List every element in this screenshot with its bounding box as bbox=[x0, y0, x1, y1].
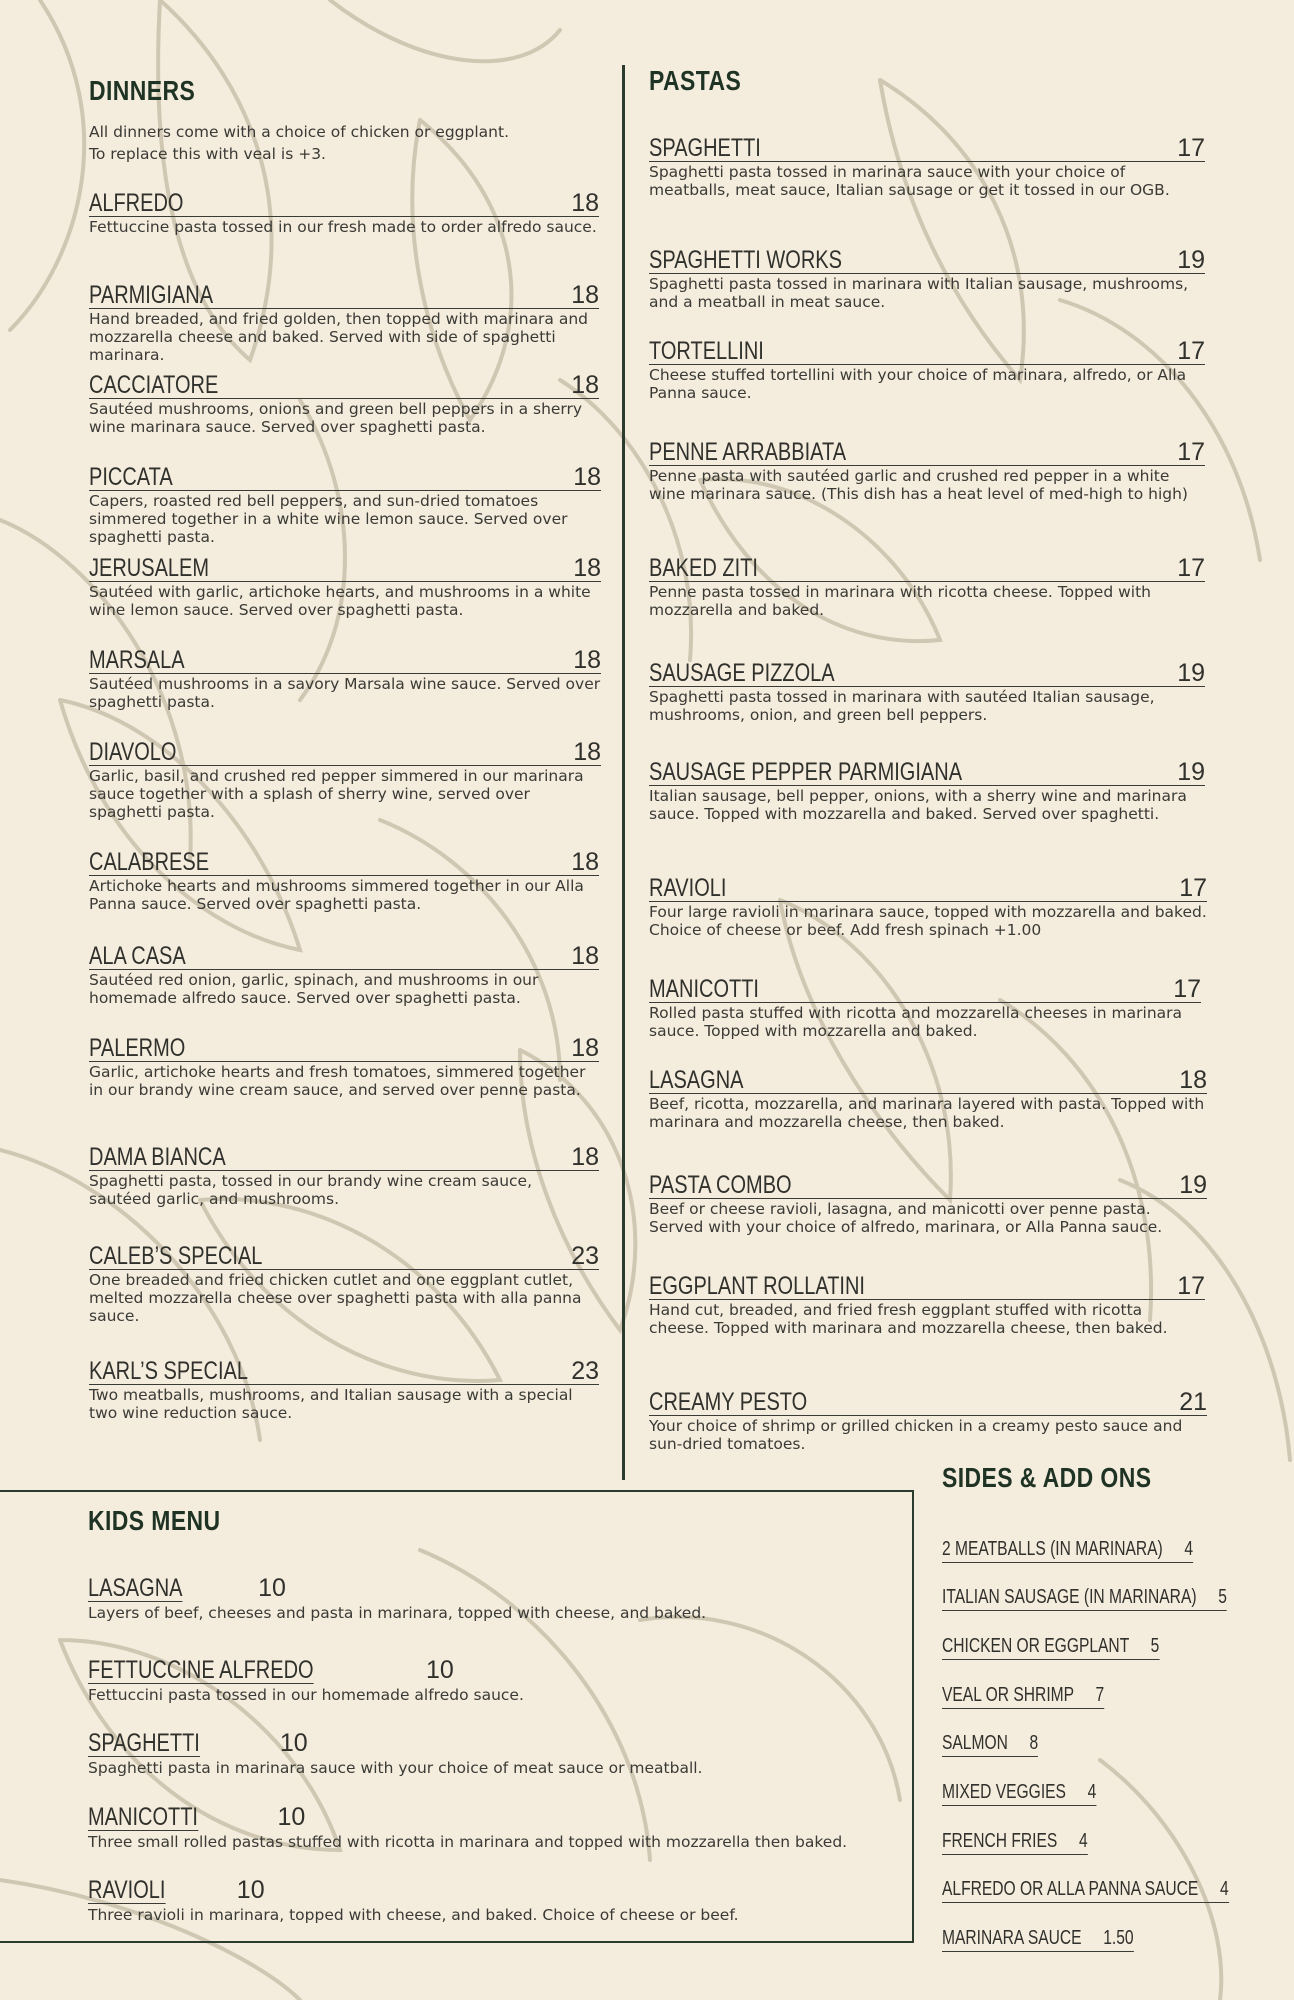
sides-title: SIDES & ADD ONS bbox=[942, 1462, 1152, 1493]
menu-item-price: 17 bbox=[1177, 134, 1205, 162]
menu-item-price: 18 bbox=[573, 463, 601, 491]
side-item-label: MARINARA SAUCE 1.50 bbox=[942, 1927, 1134, 1952]
kids-item-name: RAVIOLI bbox=[88, 1876, 166, 1904]
menu-item-name: PASTA COMBO bbox=[649, 1171, 792, 1199]
menu-item-name: SAUSAGE PEPPER PARMIGIANA bbox=[649, 758, 963, 786]
kids-item-description: Three small rolled pastas stuffed with ricotta in marinara and topped with mozzarella then baked. bbox=[88, 1833, 848, 1851]
menu-item-price: 18 bbox=[573, 738, 601, 766]
menu-item-price: 18 bbox=[1179, 1066, 1207, 1094]
side-item-label: VEAL OR SHRIMP 7 bbox=[942, 1684, 1104, 1709]
menu-item-name: DAMA BIANCA bbox=[89, 1143, 226, 1171]
menu-item bbox=[649, 439, 1205, 503]
menu-item-price: 17 bbox=[1177, 554, 1205, 582]
menu-item-description: Penne pasta tossed in marinara with ricotta cheese. Topped with mozzarella and baked. bbox=[649, 583, 1151, 619]
menu-item-header bbox=[89, 190, 599, 217]
menu-item-description: Garlic, artichoke hearts and fresh tomatoes, simmered together in our brandy wine cream sauce, and served over penne pasta. bbox=[89, 1063, 586, 1099]
menu-item bbox=[649, 1389, 1207, 1453]
kids-menu-item bbox=[88, 1877, 739, 1924]
menu-item-name: ALA CASA bbox=[89, 942, 186, 970]
menu-item bbox=[89, 849, 599, 913]
menu-item-name: BAKED ZITI bbox=[649, 554, 758, 582]
menu-item-name: PICCATA bbox=[89, 463, 173, 491]
menu-item-name: CACCIATORE bbox=[89, 371, 219, 399]
menu-item bbox=[89, 943, 599, 1007]
menu-item-name: CALABRESE bbox=[89, 848, 210, 876]
dinners-intro-line-2: To replace this with veal is +3. bbox=[89, 145, 326, 163]
menu-item-price: 19 bbox=[1177, 659, 1205, 687]
side-item bbox=[942, 1538, 1264, 1563]
side-item bbox=[942, 1927, 1188, 1952]
menu-item bbox=[89, 555, 601, 619]
side-item bbox=[942, 1635, 1221, 1660]
menu-item-header bbox=[649, 1389, 1207, 1416]
menu-item-price: 18 bbox=[571, 1143, 599, 1171]
side-item bbox=[942, 1878, 1294, 1903]
pastas-title: PASTAS bbox=[649, 65, 742, 96]
menu-item-name: CREAMY PESTO bbox=[649, 1388, 808, 1416]
side-item-label: ITALIAN SAUSAGE (IN MARINARA) 5 bbox=[942, 1586, 1227, 1611]
menu-item-description: Spaghetti pasta tossed in marinara with Italian sausage, mushrooms, and a meatball in meat sauce. bbox=[649, 275, 1189, 311]
menu-item-price: 18 bbox=[571, 371, 599, 399]
menu-item-name: PENNE ARRABBIATA bbox=[649, 438, 847, 466]
menu-item-header bbox=[89, 1144, 599, 1171]
kids-item-name: SPAGHETTI bbox=[88, 1729, 200, 1757]
kids-item-description: Three ravioli in marinara, topped with cheese, and baked. Choice of cheese or beef. bbox=[88, 1906, 739, 1924]
menu-item bbox=[89, 190, 599, 236]
kids-item-price: 10 bbox=[425, 1656, 454, 1684]
kids-item-header bbox=[88, 1575, 706, 1602]
side-item-label: MIXED VEGGIES 4 bbox=[942, 1781, 1096, 1806]
menu-item-price: 23 bbox=[571, 1357, 599, 1385]
menu-item-name: CALEB’S SPECIAL bbox=[89, 1242, 263, 1270]
menu-item-description: Cheese stuffed tortellini with your choice of marinara, alfredo, or Alla Panna sauce. bbox=[649, 366, 1187, 402]
menu-item-name: PARMIGIANA bbox=[89, 281, 214, 309]
menu-item-header bbox=[89, 943, 599, 970]
menu-item-price: 17 bbox=[1179, 874, 1207, 902]
menu-item-header bbox=[649, 1273, 1205, 1300]
kids-item-price: 10 bbox=[277, 1803, 306, 1831]
menu-item bbox=[649, 135, 1205, 199]
menu-item-price: 18 bbox=[571, 281, 599, 309]
menu-item-name: JERUSALEM bbox=[89, 554, 210, 582]
dinners-intro-line-1: All dinners come with a choice of chicken or eggplant. bbox=[89, 123, 509, 141]
menu-item-name: TORTELLINI bbox=[649, 337, 764, 365]
menu-item bbox=[89, 739, 601, 821]
menu-item-price: 19 bbox=[1177, 246, 1205, 274]
menu-item-price: 18 bbox=[571, 1034, 599, 1062]
menu-item-description: Two meatballs, mushrooms, and Italian sausage with a special two wine reduction sauce. bbox=[89, 1386, 573, 1422]
menu-item-price: 18 bbox=[571, 189, 599, 217]
menu-item-price: 21 bbox=[1179, 1388, 1207, 1416]
menu-item-header bbox=[89, 849, 599, 876]
menu-item-header bbox=[649, 976, 1201, 1003]
column-divider bbox=[622, 65, 625, 1480]
menu-item bbox=[649, 976, 1201, 1040]
menu-item bbox=[649, 1273, 1205, 1337]
menu-item-description: Italian sausage, bell pepper, onions, with a sherry wine and marinara sauce. Topped with mozzarella and baked. Served over spaghetti. bbox=[649, 787, 1187, 823]
menu-item-header bbox=[649, 247, 1205, 274]
menu-item-description: One breaded and fried chicken cutlet and one eggplant cutlet, melted mozzarella cheese over spaghetti pasta with alla panna sauce. bbox=[89, 1271, 582, 1325]
kids-item-description: Fettuccini pasta tossed in our homemade alfredo sauce. bbox=[88, 1686, 524, 1704]
menu-item-header bbox=[89, 282, 599, 309]
menu-item-header bbox=[649, 338, 1205, 365]
kids-item-header bbox=[88, 1877, 739, 1904]
dinners-intro bbox=[89, 121, 599, 165]
menu-item-header bbox=[649, 135, 1205, 162]
sides-section bbox=[942, 1462, 1292, 1949]
menu-item-price: 18 bbox=[571, 942, 599, 970]
menu-item-price: 18 bbox=[571, 848, 599, 876]
menu-item-name: MARSALA bbox=[89, 646, 185, 674]
menu-item-header bbox=[649, 1172, 1207, 1199]
pastas-section bbox=[649, 65, 1207, 1453]
kids-item-price: 10 bbox=[236, 1876, 265, 1904]
menu-item-price: 17 bbox=[1177, 337, 1205, 365]
menu-item-description: Your choice of shrimp or grilled chicken in a creamy pesto sauce and sun-dried tomatoes. bbox=[649, 1417, 1183, 1453]
menu-item bbox=[89, 647, 601, 711]
menu-item-price: 18 bbox=[573, 554, 601, 582]
menu-item-description: Hand cut, breaded, and fried fresh eggplant stuffed with ricotta cheese. Topped with marinara and mozzarella cheese, then baked. bbox=[649, 1301, 1168, 1337]
kids-menu-item bbox=[88, 1657, 524, 1704]
dinners-title: DINNERS bbox=[89, 75, 196, 106]
menu-item-name: RAVIOLI bbox=[649, 874, 727, 902]
menu-item-description: Beef, ricotta, mozzarella, and marinara layered with pasta. Topped with marinara and mozzarella cheese, then baked. bbox=[649, 1095, 1205, 1131]
menu-item-price: 18 bbox=[573, 646, 601, 674]
side-item bbox=[942, 1830, 1129, 1855]
menu-item-description: Sautéed red onion, garlic, spinach, and mushrooms in our homemade alfredo sauce. Served over spaghetti pasta. bbox=[89, 971, 539, 1007]
menu-item bbox=[649, 875, 1207, 939]
menu-item-description: Beef or cheese ravioli, lasagna, and manicotti over penne pasta. Served with your choice of alfredo, marinara, or Alla Panna sauce. bbox=[649, 1200, 1163, 1236]
menu-item bbox=[649, 1067, 1207, 1131]
menu-item bbox=[649, 555, 1205, 619]
menu-item-header bbox=[89, 1243, 599, 1270]
menu-item-header bbox=[649, 439, 1205, 466]
menu-item bbox=[649, 247, 1205, 311]
menu-item-header bbox=[89, 739, 601, 766]
kids-item-header bbox=[88, 1657, 524, 1684]
menu-item-header bbox=[89, 464, 601, 491]
side-item-label: FRENCH FRIES 4 bbox=[942, 1830, 1088, 1855]
menu-item bbox=[89, 372, 599, 436]
menu-item-header bbox=[89, 1035, 599, 1062]
menu-item-description: Spaghetti pasta tossed in marinara sauce with your choice of meatballs, meat sauce, Italian sausage or get it tossed in our OGB. bbox=[649, 163, 1170, 199]
menu-item-price: 17 bbox=[1173, 975, 1201, 1003]
kids-item-header bbox=[88, 1804, 847, 1831]
menu-item bbox=[89, 1144, 599, 1208]
menu-item-name: LASAGNA bbox=[649, 1066, 744, 1094]
menu-item bbox=[89, 1243, 599, 1325]
menu-item-name: DIAVOLO bbox=[89, 738, 177, 766]
kids-menu-item bbox=[88, 1575, 706, 1622]
menu-item-description: Hand breaded, and fried golden, then topped with marinara and mozzarella cheese and baked. Served with side of spaghetti marinara. bbox=[89, 310, 589, 364]
menu-item-name: MANICOTTI bbox=[649, 975, 759, 1003]
kids-menu-title: KIDS MENU bbox=[88, 1505, 221, 1536]
menu-item-header bbox=[649, 759, 1205, 786]
menu-item-price: 19 bbox=[1179, 1171, 1207, 1199]
menu-item-description: Sautéed mushrooms, onions and green bell peppers in a sherry wine marinara sauce. Served over spaghetti pasta. bbox=[89, 400, 583, 436]
menu-item-description: Penne pasta with sautéed garlic and crushed red pepper in a white wine marinara sauce. (This dish has a heat level of med-high to high) bbox=[649, 467, 1188, 503]
menu-item-description: Sautéed with garlic, artichoke hearts, and mushrooms in a white wine lemon sauce. Served over spaghetti pasta. bbox=[89, 583, 591, 619]
menu-item-description: Artichoke hearts and mushrooms simmered together in our Alla Panna sauce. Served over spaghetti pasta. bbox=[89, 877, 584, 913]
kids-item-name: MANICOTTI bbox=[88, 1803, 198, 1831]
menu-item-name: KARL’S SPECIAL bbox=[89, 1357, 248, 1385]
menu-item-description: Spaghetti pasta tossed in marinara with sautéed Italian sausage, mushrooms, onion, and green bell peppers. bbox=[649, 688, 1155, 724]
menu-item bbox=[89, 1358, 599, 1422]
kids-item-name: FETTUCCINE ALFREDO bbox=[88, 1656, 314, 1684]
side-item-label: CHICKEN OR EGGPLANT 5 bbox=[942, 1635, 1159, 1660]
side-item bbox=[942, 1684, 1150, 1709]
kids-menu-item bbox=[88, 1730, 702, 1777]
kids-item-description: Spaghetti pasta in marinara sauce with your choice of meat sauce or meatball. bbox=[88, 1759, 703, 1777]
menu-item-header bbox=[649, 875, 1207, 902]
kids-menu-section bbox=[88, 1505, 918, 1924]
menu-item-header bbox=[649, 660, 1205, 687]
menu-item-price: 17 bbox=[1177, 1272, 1205, 1300]
menu-item bbox=[649, 1172, 1207, 1236]
menu-item-name: SAUSAGE PIZZOLA bbox=[649, 659, 835, 687]
menu-item-description: Fettuccine pasta tossed in our fresh made to order alfredo sauce. bbox=[89, 218, 597, 236]
menu-item-header bbox=[89, 555, 601, 582]
side-item-label: 2 MEATBALLS (IN MARINARA) 4 bbox=[942, 1538, 1193, 1563]
dinners-section bbox=[89, 75, 601, 1422]
menu-item-header bbox=[89, 647, 601, 674]
kids-item-header bbox=[88, 1730, 702, 1757]
kids-item-description: Layers of beef, cheeses and pasta in marinara, topped with cheese, and baked. bbox=[88, 1604, 707, 1622]
side-item bbox=[942, 1781, 1140, 1806]
menu-item bbox=[89, 282, 599, 364]
side-item-label: ALFREDO OR ALLA PANNA SAUCE 4 bbox=[942, 1878, 1229, 1903]
menu-item-header bbox=[649, 555, 1205, 582]
menu-item-header bbox=[89, 372, 599, 399]
menu-item bbox=[649, 338, 1205, 402]
side-item bbox=[942, 1586, 1294, 1611]
menu-item-name: ALFREDO bbox=[89, 189, 184, 217]
menu-item-name: EGGPLANT ROLLATINI bbox=[649, 1272, 865, 1300]
menu-item-name: PALERMO bbox=[89, 1034, 186, 1062]
kids-item-name: LASAGNA bbox=[88, 1574, 183, 1602]
kids-item-price: 10 bbox=[279, 1729, 308, 1757]
menu-item-description: Sautéed mushrooms in a savory Marsala wine sauce. Served over spaghetti pasta. bbox=[89, 675, 601, 711]
menu-item bbox=[649, 660, 1205, 724]
kids-menu-item bbox=[88, 1804, 847, 1851]
side-item-label: SALMON 8 bbox=[942, 1732, 1038, 1757]
menu-item-name: SPAGHETTI bbox=[649, 134, 761, 162]
menu-item-name: SPAGHETTI WORKS bbox=[649, 246, 842, 274]
side-item bbox=[942, 1732, 1065, 1757]
menu-item-description: Spaghetti pasta, tossed in our brandy wine cream sauce, sautéed garlic, and mushrooms. bbox=[89, 1172, 533, 1208]
menu-item-header bbox=[649, 1067, 1207, 1094]
menu-item-header bbox=[89, 1358, 599, 1385]
menu-item-description: Four large ravioli in marinara sauce, topped with mozzarella and baked. Choice of cheese or beef. Add fresh spinach +1.00 bbox=[649, 903, 1207, 939]
menu-item-description: Capers, roasted red bell peppers, and sun-dried tomatoes simmered together in a white wine lemon sauce. Served over spaghetti pasta. bbox=[89, 492, 568, 546]
menu-item-price: 23 bbox=[571, 1242, 599, 1270]
menu-item bbox=[89, 1035, 599, 1099]
menu-item bbox=[89, 464, 601, 546]
menu-item-price: 17 bbox=[1177, 438, 1205, 466]
kids-item-price: 10 bbox=[258, 1574, 286, 1602]
menu-item-description: Garlic, basil, and crushed red pepper simmered in our marinara sauce together with a splash of sherry wine, served over spaghetti pasta. bbox=[89, 767, 584, 821]
menu-item bbox=[649, 759, 1205, 823]
menu-item-description: Rolled pasta stuffed with ricotta and mozzarella cheeses in marinara sauce. Topped with mozzarella and baked. bbox=[649, 1004, 1183, 1040]
menu-item-price: 19 bbox=[1177, 758, 1205, 786]
